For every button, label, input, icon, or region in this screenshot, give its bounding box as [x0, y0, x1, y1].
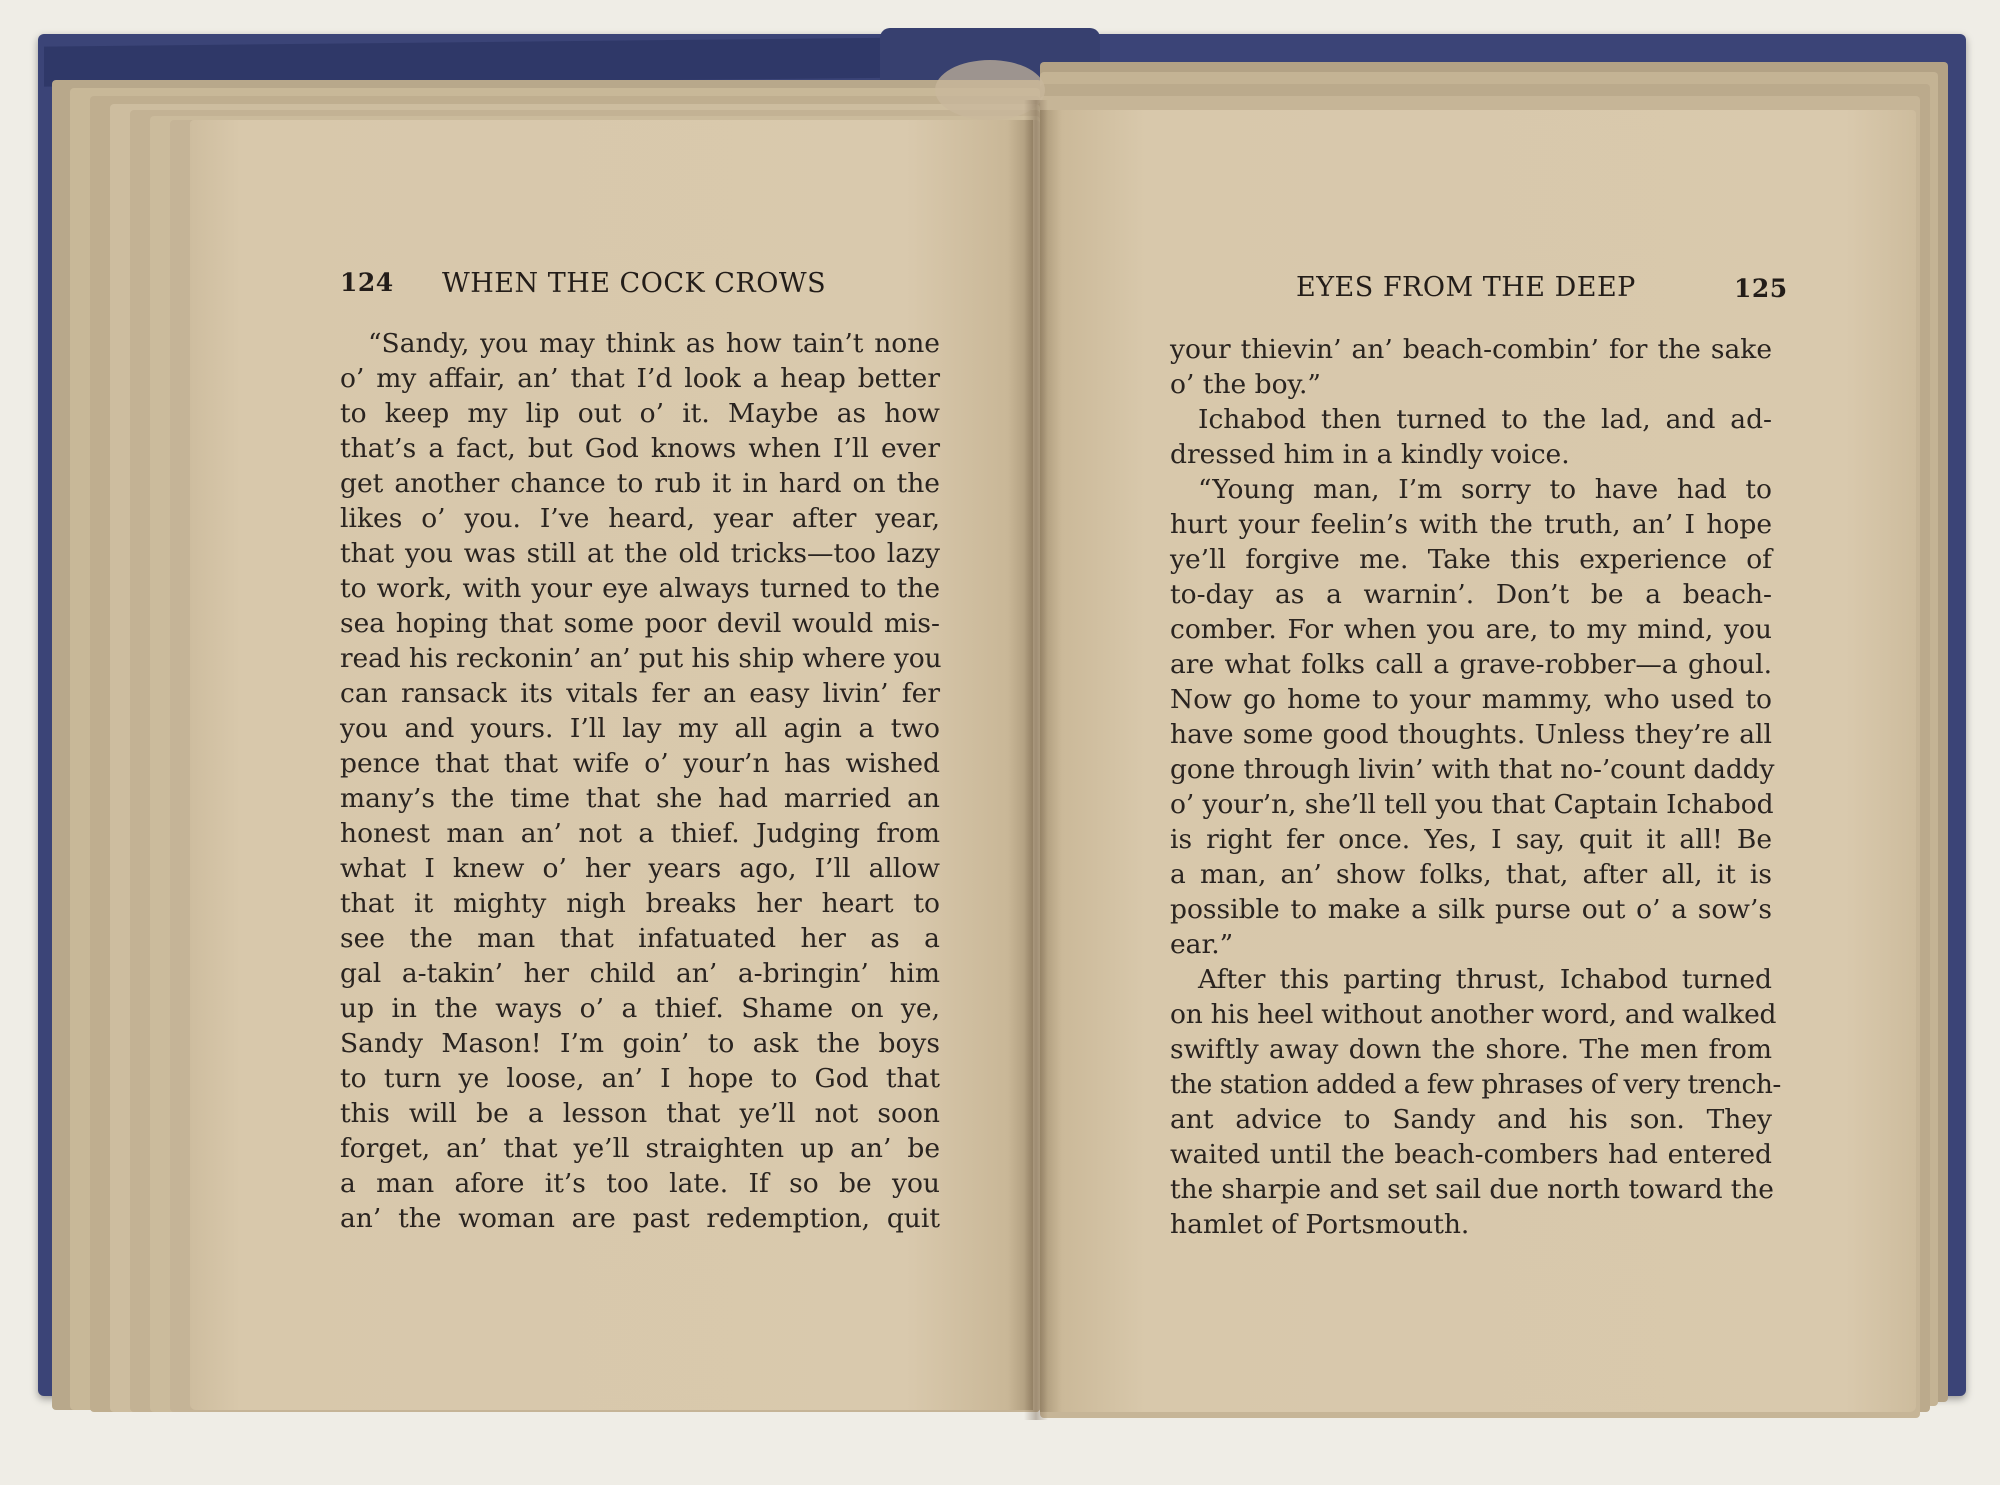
text-line: Now go home to your mammy, who used to: [1170, 684, 1772, 715]
text-line: After this parting thrust, Ichabod turned: [1198, 964, 1772, 995]
text-line: what I knew o’ her years ago, I’ll allow: [340, 853, 940, 884]
right-page-body: [1170, 332, 1781, 1242]
text-line: read his reckonin’ an’ put his ship where you: [340, 643, 942, 674]
text-line: the station added a few phrases of very trench-: [1170, 1069, 1781, 1100]
left-page-number: 124: [340, 268, 394, 297]
text-line: see the man that infatuated her as a: [340, 923, 940, 954]
text-line: that it mighty nigh breaks her heart to: [340, 888, 940, 919]
right-running-head: EYES FROM THE DEEP: [1296, 272, 1636, 303]
text-line: the sharpie and set sail due north toward the: [1170, 1174, 1774, 1205]
text-line: many’s the time that she had married an: [340, 783, 940, 814]
text-line: comber. For when you are, to my mind, you: [1170, 614, 1772, 645]
text-line: possible to make a silk purse out o’ a sow’s: [1170, 894, 1772, 925]
text-line: o’ your’n, she’ll tell you that Captain Ichabod: [1170, 789, 1774, 820]
text-line: to keep my lip out o’ it. Maybe as how: [340, 398, 940, 429]
text-line: is right fer once. Yes, I say, quit it all! Be: [1170, 824, 1772, 855]
text-line: to work, with your eye always turned to the: [340, 573, 940, 604]
text-line: an’ the woman are past redemption, quit: [340, 1203, 940, 1234]
text-line: forget, an’ that ye’ll straighten up an’ be: [340, 1133, 940, 1164]
text-line: are what folks call a grave-robber—a ghoul.: [1170, 649, 1772, 680]
right-page-number: 125: [1734, 274, 1788, 303]
text-line: swiftly away down the shore. The men from: [1170, 1034, 1772, 1065]
left-page-body: [340, 326, 940, 1236]
text-line: ear.”: [1170, 929, 1234, 960]
text-line: o’ the boy.”: [1170, 369, 1321, 400]
text-line: to-day as a warnin’. Don’t be a beach-: [1170, 579, 1772, 610]
text-line: to turn ye loose, an’ I hope to God that: [340, 1063, 940, 1094]
text-line: get another chance to rub it in hard on the: [340, 468, 940, 499]
text-line: honest man an’ not a thief. Judging from: [340, 818, 940, 849]
text-line: dressed him in a kindly voice.: [1170, 439, 1570, 470]
text-line: pence that that wife o’ your’n has wished: [340, 748, 940, 779]
text-line: gone through livin’ with that no-’count daddy: [1170, 754, 1775, 785]
text-line: hamlet of Portsmouth.: [1170, 1209, 1470, 1240]
text-line: hurt your feelin’s with the truth, an’ I hope: [1170, 509, 1772, 540]
text-line: up in the ways o’ a thief. Shame on ye,: [340, 993, 940, 1024]
text-line: gal a-takin’ her child an’ a-bringin’ him: [340, 958, 940, 989]
text-line: likes o’ you. I’ve heard, year after year,: [340, 503, 940, 534]
text-line: “Sandy, you may think as how tain’t none: [368, 328, 940, 359]
text-line: have some good thoughts. Unless they’re all: [1170, 719, 1772, 750]
left-running-head: WHEN THE COCK CROWS: [442, 268, 827, 299]
text-line: that you was still at the old tricks—too lazy: [340, 538, 940, 569]
text-line: “Young man, I’m sorry to have had to: [1198, 474, 1772, 505]
text-line: Sandy Mason! I’m goin’ to ask the boys: [340, 1028, 940, 1059]
text-line: waited until the beach-combers had entered: [1170, 1139, 1772, 1170]
text-line: your thievin’ an’ beach-combin’ for the sake: [1170, 334, 1772, 365]
text-line: that’s a fact, but God knows when I’ll ever: [340, 433, 940, 464]
text-line: Ichabod then turned to the lad, and ad-: [1198, 404, 1772, 435]
text-line: on his heel without another word, and walked: [1170, 999, 1777, 1030]
text-line: this will be a lesson that ye’ll not soon: [340, 1098, 940, 1129]
text-line: ant advice to Sandy and his son. They: [1170, 1104, 1772, 1135]
book-gutter: [1024, 100, 1048, 1420]
text-line: sea hoping that some poor devil would mis-: [340, 608, 940, 639]
text-line: o’ my affair, an’ that I’d look a heap better: [340, 363, 940, 394]
text-line: ye’ll forgive me. Take this experience of: [1170, 544, 1772, 575]
text-line: you and yours. I’ll lay my all agin a two: [340, 713, 940, 744]
text-line: can ransack its vitals fer an easy livin’ fer: [340, 678, 940, 709]
text-line: a man, an’ show folks, that, after all, it is: [1170, 859, 1772, 890]
text-line: a man afore it’s too late. If so be you: [340, 1168, 940, 1199]
